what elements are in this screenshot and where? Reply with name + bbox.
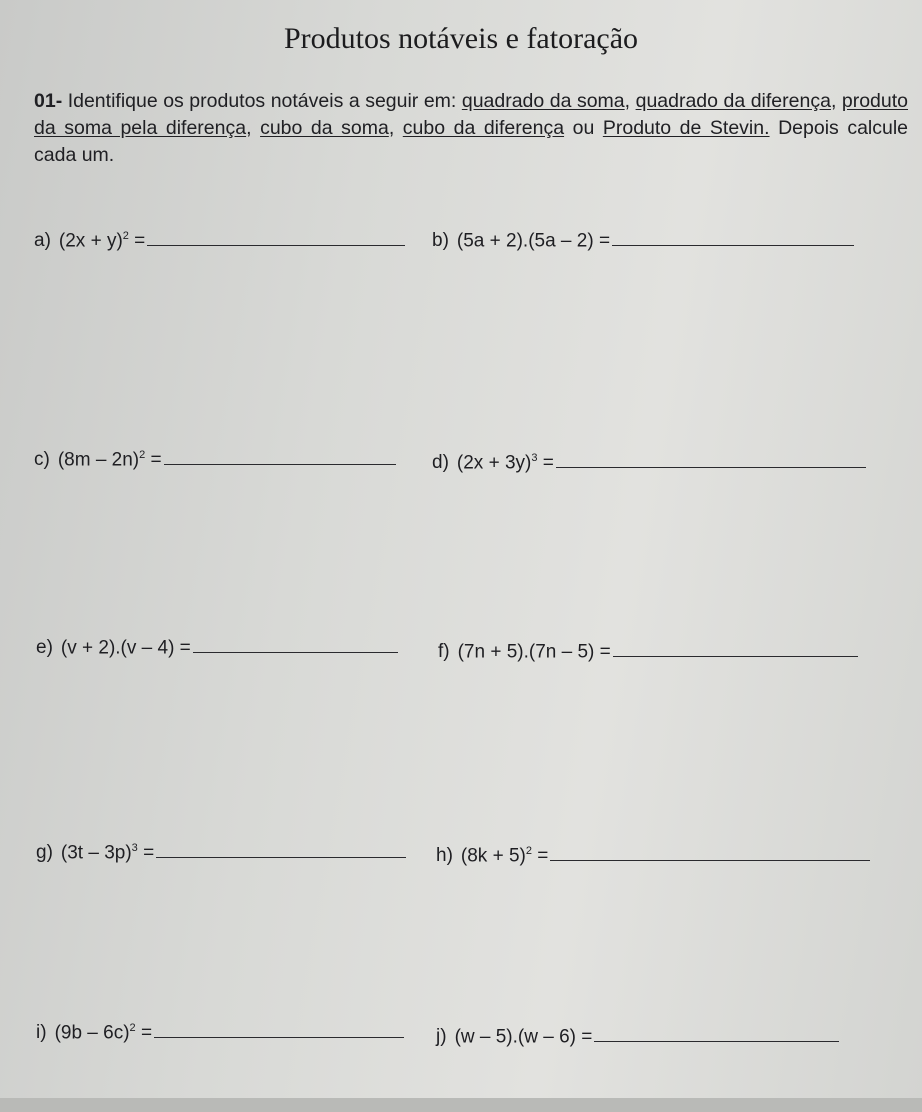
answer-line[interactable] (594, 1040, 839, 1042)
exercise-g (36, 842, 406, 864)
exercise-letter: g) (36, 842, 53, 864)
exercise-letter: d) (432, 452, 449, 474)
exercise-letter: c) (34, 449, 50, 471)
expression-exponent: 2 (525, 845, 532, 857)
answer-line[interactable] (193, 651, 398, 653)
exercise-expression (457, 452, 554, 474)
expression-base: (7n + 5).(7n – 5) = (457, 641, 611, 663)
answer-line[interactable] (550, 859, 870, 861)
equals-sign: = (145, 449, 162, 471)
expression-base: (3t – 3p) (60, 842, 132, 864)
exercise-letter: a) (34, 230, 51, 252)
exercise-c (34, 449, 396, 471)
exercise-letter: i) (36, 1022, 47, 1044)
exercise-j (436, 1026, 839, 1048)
expression-base: (v + 2).(v – 4) = (60, 637, 191, 659)
term-cubo-soma: cubo da soma (260, 117, 389, 139)
equals-sign: = (531, 845, 549, 867)
expression-base: (2x + y) (58, 230, 123, 252)
exercise-expression (58, 449, 162, 471)
exercise-i (36, 1022, 404, 1044)
term-produto-stevin: Produto de Stevin. (602, 117, 770, 139)
exercise-expression (55, 1022, 152, 1044)
expression-base: (w – 5).(w – 6) = (454, 1026, 593, 1048)
exercise-letter: f) (438, 641, 450, 663)
page-bottom-edge (0, 1098, 922, 1112)
answer-line[interactable] (613, 655, 858, 657)
page-title: Produtos notáveis e fatoração (283, 22, 639, 55)
instruction-text: Identifique os produtos notáveis a seguir em: (62, 90, 462, 112)
exercise-expression (458, 641, 611, 663)
equals-sign: = (135, 1022, 153, 1044)
term-cubo-diferenca: cubo da diferença (402, 117, 565, 139)
exercise-letter: j) (436, 1026, 447, 1048)
exercise-h (436, 845, 870, 867)
exercise-d (432, 452, 866, 474)
exercise-letter: e) (36, 637, 53, 659)
expression-base: (8m – 2n) (57, 449, 140, 471)
exercise-expression (61, 637, 191, 659)
expression-exponent: 2 (129, 1022, 136, 1034)
exercise-f (438, 641, 858, 663)
exercise-expression (461, 845, 548, 867)
equals-sign: = (137, 842, 155, 864)
exercise-letter: b) (432, 230, 449, 252)
separator: , (388, 117, 403, 139)
expression-exponent: 2 (139, 449, 146, 461)
exercise-e (36, 637, 398, 659)
term-quadrado-soma: quadrado da soma (461, 90, 625, 112)
separator: , (830, 90, 842, 112)
separator: , (624, 90, 636, 112)
expression-exponent: 3 (531, 452, 538, 464)
answer-line[interactable] (612, 244, 854, 246)
answer-line[interactable] (556, 466, 866, 468)
instructions-paragraph (34, 88, 908, 169)
answer-line[interactable] (154, 1036, 404, 1038)
expression-exponent: 3 (131, 842, 138, 854)
exercise-a (34, 230, 405, 252)
exercise-expression (457, 230, 610, 252)
exercise-b (432, 230, 854, 252)
expression-exponent: 2 (122, 230, 129, 242)
exercise-expression (61, 842, 154, 864)
answer-line[interactable] (164, 463, 396, 465)
expression-base: (2x + 3y) (456, 452, 532, 474)
exercise-expression (59, 230, 145, 252)
answer-line[interactable] (147, 244, 405, 246)
question-number: 01- (34, 90, 63, 112)
expression-base: (5a + 2).(5a – 2) = (456, 230, 611, 252)
equals-sign: = (537, 452, 554, 474)
answer-line[interactable] (156, 856, 406, 858)
separator: , (246, 117, 261, 139)
term-produto-soma-diferenca: produto da soma pela diferença (34, 90, 909, 139)
term-quadrado-diferenca: quadrado da diferença (635, 90, 831, 112)
separator: ou (564, 117, 603, 139)
exercise-expression (455, 1026, 593, 1048)
expression-base: (8k + 5) (460, 845, 526, 867)
instruction-text-end: Depois calcule cada um. (34, 117, 909, 166)
equals-sign: = (128, 230, 146, 252)
expression-base: (9b – 6c) (54, 1022, 130, 1044)
exercise-letter: h) (436, 845, 453, 867)
